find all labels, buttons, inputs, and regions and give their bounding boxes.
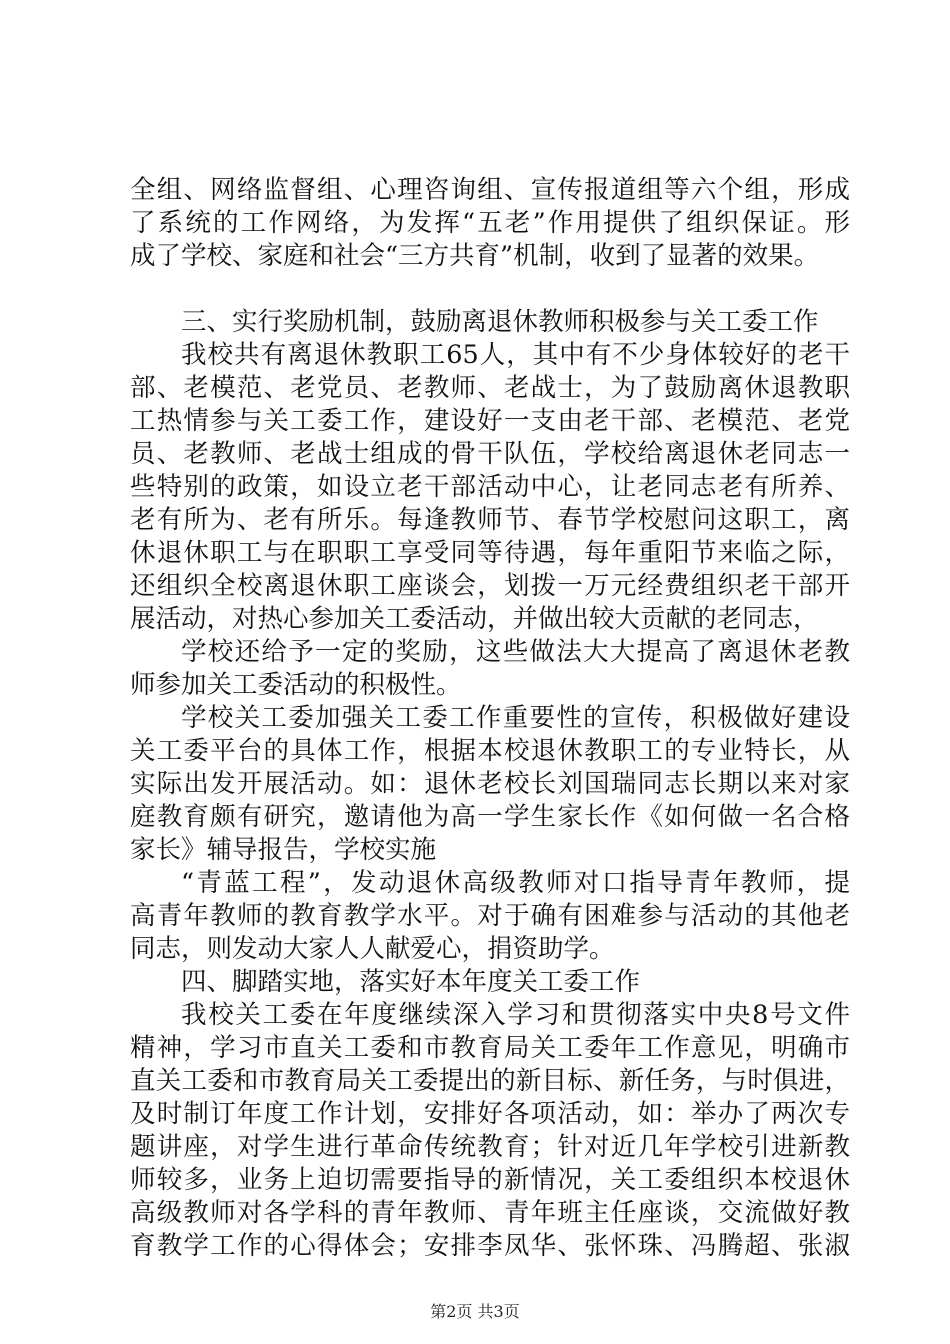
text-line: 及时制订年度工作计划，安排好各项活动，如：举办了两次专 bbox=[130, 1099, 850, 1129]
text-line: 直关工委和市教育局关工委提出的新目标、新任务，与时俱进， bbox=[130, 1066, 850, 1096]
text-line: 部、老模范、老党员、老教师、老战士，为了鼓励离休退教职 bbox=[130, 373, 850, 403]
text-line: 育教学工作的心得体会；安排李凤华、张怀珠、冯腾超、张淑 bbox=[130, 1231, 850, 1261]
text-line: 师参加关工委活动的积极性。 bbox=[130, 670, 462, 700]
text-line: 我校共有离退休教职工65人，其中有不少身体较好的老干 bbox=[181, 340, 850, 370]
text-line: 休退休职工与在职职工享受同等待遇，每年重阳节来临之际， bbox=[130, 538, 850, 568]
text-line: 三、实行奖励机制，鼓励离退休教师积极参与关工委工作 bbox=[181, 307, 819, 337]
text-line: 题讲座，对学生进行革命传统教育；针对近几年学校引进新教 bbox=[130, 1132, 850, 1162]
text-line: 同志，则发动大家人人献爱心，捐资助学。 bbox=[130, 934, 615, 964]
text-line: 高青年教师的教育教学水平。对于确有困难参与活动的其他老 bbox=[130, 901, 850, 931]
text-line: 全组、网络监督组、心理咨询组、宣传报道组等六个组，形成 bbox=[130, 175, 850, 205]
document-body bbox=[130, 174, 850, 1263]
text-line: 员、老教师、老战士组成的骨干队伍，学校给离退休老同志一 bbox=[130, 439, 850, 469]
text-line: 师较多，业务上迫切需要指导的新情况，关工委组织本校退休 bbox=[130, 1165, 850, 1195]
text-line: 老有所为、老有所乐。每逢教师节、春节学校慰问这职工，离 bbox=[130, 505, 850, 535]
text-line: 学校还给予一定的奖励，这些做法大大提高了离退休老教 bbox=[181, 637, 850, 667]
text-line: 展活动，对热心参加关工委活动，并做出较大贡献的老同志， bbox=[130, 604, 819, 634]
text-line: 精神，学习市直关工委和市教育局关工委年工作意见，明确市 bbox=[130, 1033, 850, 1063]
text-line: 学校关工委加强关工委工作重要性的宣传，积极做好建设 bbox=[181, 703, 850, 733]
text-line: 高级教师对各学科的青年教师、青年班主任座谈，交流做好教 bbox=[130, 1198, 850, 1228]
text-line: 实际出发开展活动。如：退休老校长刘国瑞同志长期以来对家 bbox=[130, 769, 850, 799]
page-footer: 第2页 共3页 bbox=[430, 1302, 520, 1321]
paragraph-gap bbox=[130, 273, 850, 306]
text-line: 我校关工委在年度继续深入学习和贯彻落实中央8号文件 bbox=[181, 1000, 850, 1030]
text-line: 成了学校、家庭和社会“三方共育”机制，收到了显著的效果。 bbox=[130, 241, 820, 271]
text-line: “青蓝工程”，发动退休高级教师对口指导青年教师，提 bbox=[181, 868, 850, 898]
text-line: 家长》辅导报告，学校实施 bbox=[130, 835, 437, 865]
text-line: 庭教育颇有研究，邀请他为高一学生家长作《如何做一名合格 bbox=[130, 802, 850, 832]
text-line: 了系统的工作网络，为发挥“五老”作用提供了组织保证。形 bbox=[130, 208, 850, 238]
text-line: 还组织全校离退休职工座谈会，划拨一万元经费组织老干部开 bbox=[130, 571, 850, 601]
text-line: 四、脚踏实地，落实好本年度关工委工作 bbox=[181, 967, 641, 997]
text-line: 些特别的政策，如设立老干部活动中心，让老同志老有所养、 bbox=[130, 472, 850, 502]
text-line: 关工委平台的具体工作，根据本校退休教职工的专业特长，从 bbox=[130, 736, 850, 766]
text-line: 工热情参与关工委工作，建设好一支由老干部、老模范、老党 bbox=[130, 406, 850, 436]
